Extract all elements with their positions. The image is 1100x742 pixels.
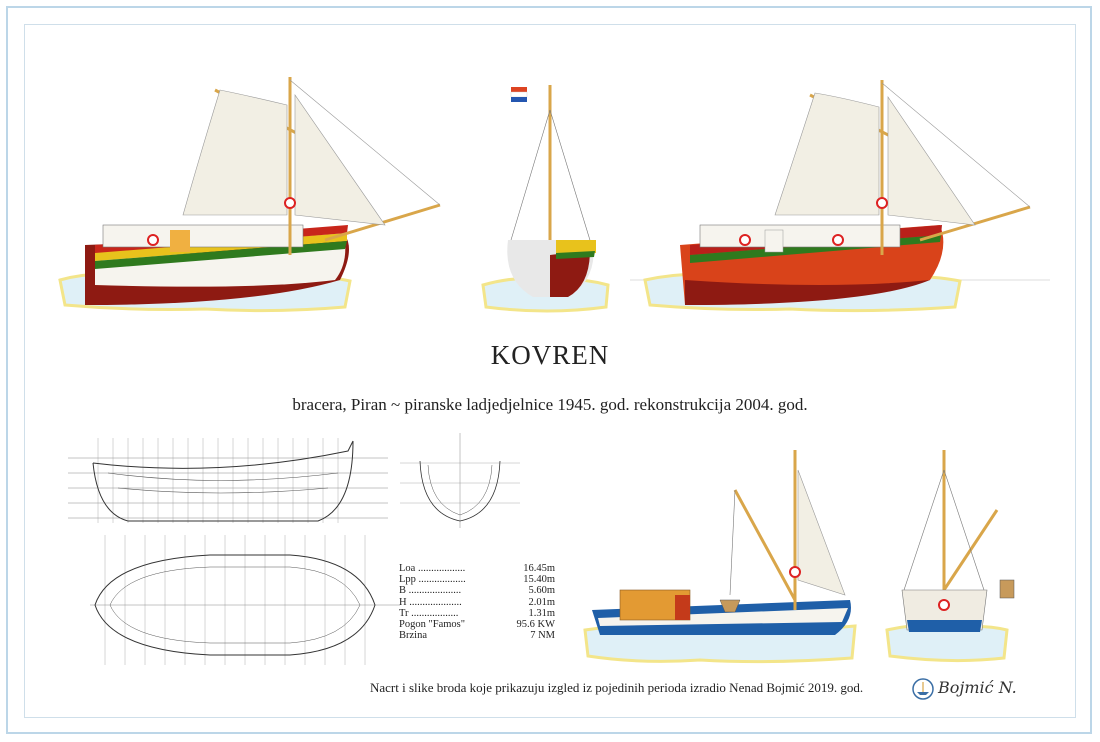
mainsail bbox=[775, 93, 879, 215]
cabin-orange bbox=[170, 230, 190, 252]
lines-plan-half-breadth bbox=[90, 535, 400, 665]
sail bbox=[798, 470, 845, 595]
author-signature: Bojmić N. bbox=[938, 678, 1017, 697]
ship-subtitle: bracera, Piran ~ piranske ladjedjelnice 1945. god. rekonstrukcija 2004. god. bbox=[292, 395, 808, 414]
lifebuoy bbox=[939, 600, 949, 610]
lifebuoy bbox=[877, 198, 887, 208]
spec-value: 2.01m bbox=[528, 596, 555, 608]
ship-stern-view-blue bbox=[882, 450, 1022, 670]
spec-label: Tr .................. bbox=[399, 607, 459, 619]
stern-hull-blue bbox=[907, 620, 982, 632]
ship-side-view-red bbox=[55, 75, 475, 315]
spec-row bbox=[399, 630, 555, 641]
cabin-white bbox=[765, 230, 783, 252]
spec-label: Lpp .................. bbox=[399, 574, 466, 586]
spec-value: 5.60m bbox=[528, 585, 555, 597]
drawing-credit: Nacrt i slike broda koje prikazuju izgled iz pojedinih perioda izradio Nenad Bojmić 2019. god. bbox=[370, 680, 864, 695]
ship-side-view-blue bbox=[580, 450, 870, 670]
spec-value: 95.6 KW bbox=[516, 619, 555, 631]
ship-bow-view bbox=[478, 75, 618, 315]
spec-label: B .................... bbox=[399, 585, 462, 597]
grab-bucket bbox=[1000, 580, 1014, 598]
spec-row bbox=[399, 585, 555, 596]
lines-plan-profile bbox=[68, 433, 388, 528]
spec-row bbox=[399, 619, 555, 630]
lines-plan-body bbox=[400, 433, 520, 528]
flag-white bbox=[511, 92, 527, 97]
jib bbox=[295, 95, 385, 225]
spec-value: 16.45m bbox=[523, 563, 555, 574]
deckhouse bbox=[700, 225, 900, 247]
spec-value: 1.31m bbox=[528, 607, 555, 619]
lifebuoy bbox=[148, 235, 158, 245]
spec-label: Brzina bbox=[399, 630, 427, 642]
ship-title: KOVREN bbox=[490, 340, 610, 370]
lifebuoy bbox=[790, 567, 800, 577]
mainsail bbox=[183, 90, 287, 215]
spec-row bbox=[399, 608, 555, 619]
spec-label: Pogon "Famos" bbox=[399, 619, 466, 631]
emblem-icon bbox=[912, 678, 934, 700]
flag-blue bbox=[511, 97, 527, 102]
lifebuoy bbox=[740, 235, 750, 245]
spec-value: 15.40m bbox=[523, 574, 555, 586]
lifebuoy bbox=[285, 198, 295, 208]
spec-row bbox=[399, 597, 555, 608]
spec-row bbox=[399, 574, 555, 585]
ship-side-view-orange bbox=[630, 75, 1050, 315]
lifebuoy bbox=[833, 235, 843, 245]
specs-table bbox=[399, 563, 555, 641]
flag-red bbox=[511, 87, 527, 92]
deckhouse bbox=[103, 225, 303, 247]
spec-row bbox=[399, 563, 555, 574]
jib bbox=[888, 97, 975, 225]
deckhouse-red bbox=[675, 595, 690, 620]
spec-label: H .................... bbox=[399, 596, 462, 608]
spec-label: Loa .................. bbox=[399, 563, 466, 574]
derrick bbox=[735, 490, 795, 600]
spec-value: 7 NM bbox=[530, 630, 555, 642]
